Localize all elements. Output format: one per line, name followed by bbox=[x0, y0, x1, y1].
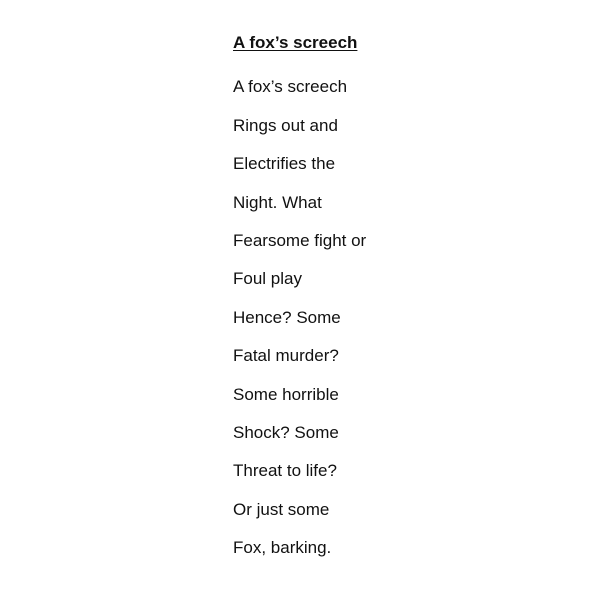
poem-title: A fox’s screech bbox=[233, 33, 358, 52]
poem-line: Or just some bbox=[233, 499, 330, 519]
poem-line: Some horrible bbox=[233, 384, 339, 404]
poem-line: Threat to life? bbox=[233, 461, 337, 481]
poem-line: Rings out and bbox=[233, 115, 338, 135]
poem-line: Hence? Some bbox=[233, 307, 341, 327]
poem-line: Electrifies the bbox=[233, 154, 336, 174]
poem-line: Night. What bbox=[233, 192, 322, 212]
poem-line: Shock? Some bbox=[233, 422, 339, 442]
poem-line: Fox, barking. bbox=[233, 538, 332, 558]
poem-line: Foul play bbox=[233, 269, 302, 289]
poem-line: Fatal murder? bbox=[233, 346, 339, 366]
poem-line: Fearsome fight or bbox=[233, 230, 367, 250]
poem-line: A fox’s screech bbox=[233, 77, 348, 97]
poem bbox=[233, 30, 366, 567]
